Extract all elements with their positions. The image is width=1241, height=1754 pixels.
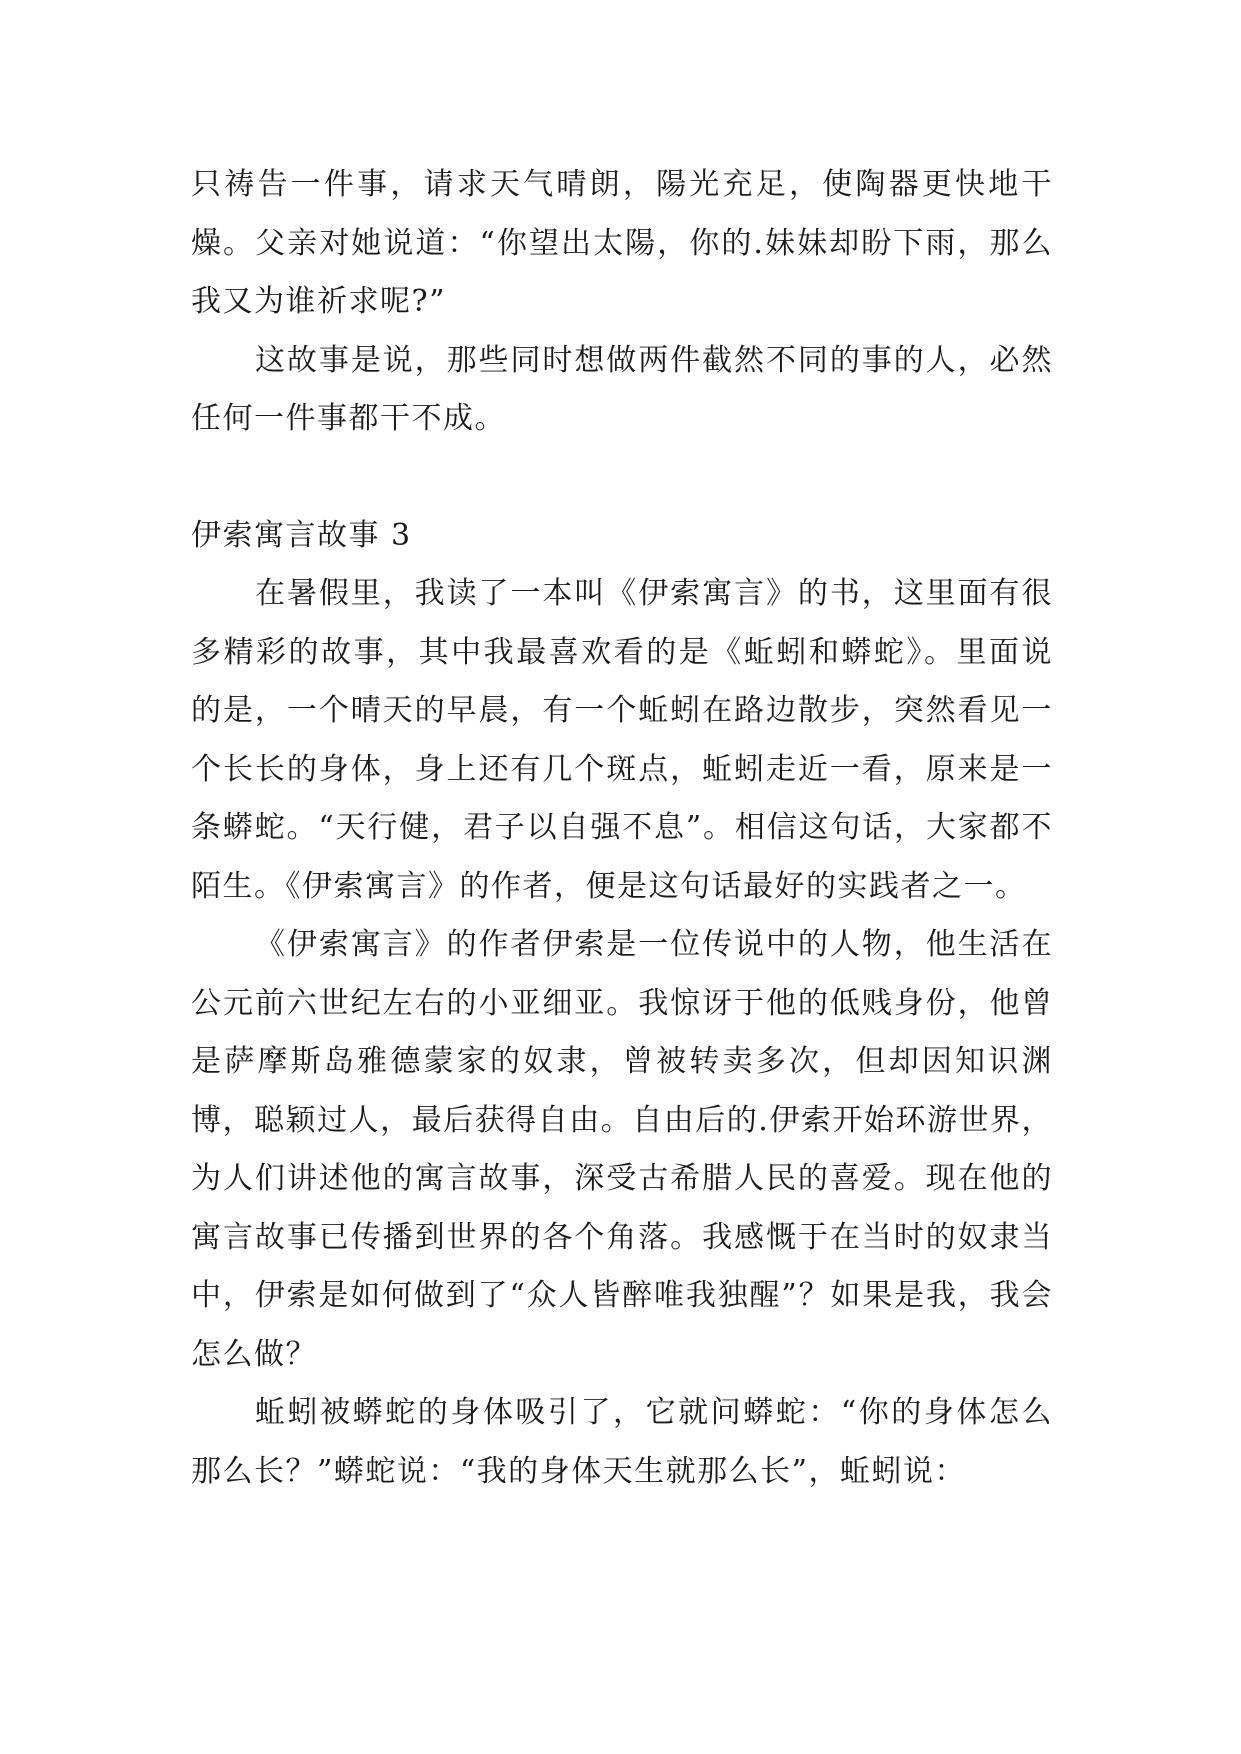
paragraph-continued: 只祷告一件事，请求天气晴朗，陽光充足，使陶器更快地干燥。父亲对她说道：“你望出太陽，你的.妹妹却盼下雨，那么我又为谁祈求呢?” xyxy=(191,167,1053,319)
paragraph-story: 蚯蚓被蟒蛇的身体吸引了，它就问蟒蛇：“你的身体怎么那么长？”蟒蛇说：“我的身体天生就那么长”，蚯蚓说： xyxy=(191,1395,1053,1489)
section-spacer xyxy=(191,449,1053,507)
paragraph-author: 《伊索寓言》的作者伊索是一位传说中的人物，他生活在公元前六世纪左右的小亚细亚。我惊讶于他的低贱身份，他曾是萨摩斯岛雅德蒙家的奴隶，曾被转卖多次，但却因知识渊博，聪颖过人，最后获得自由。自由后的.伊索开始环游世界，为人们讲述他的寓言故事，深受古希腊人民的喜爱。现在他的寓言故事已传播到世界的各个角落。我感慨于在当时的奴隶当中，伊索是如何做到了“众人皆醉唯我独醒”？如果是我，我会怎么做？ xyxy=(191,927,1053,1372)
section-heading: 伊索寓言故事 3 xyxy=(191,517,412,553)
document-body xyxy=(191,156,1053,1501)
paragraph-intro: 在暑假里，我读了一本叫《伊索寓言》的书，这里面有很多精彩的故事，其中我最喜欢看的是《蚯蚓和蟒蛇》。里面说的是，一个晴天的早晨，有一个蚯蚓在路边散步，突然看见一个长长的身体，身上还有几个斑点，蚯蚓走近一看，原来是一条蟒蛇。“天行健，君子以自强不息”。相信这句话，大家都不陌生。《伊索寓言》的作者，便是这句话最好的实践者之一。 xyxy=(191,576,1053,904)
paragraph-moral: 这故事是说，那些同时想做两件截然不同的事的人，必然任何一件事都干不成。 xyxy=(191,342,1053,436)
